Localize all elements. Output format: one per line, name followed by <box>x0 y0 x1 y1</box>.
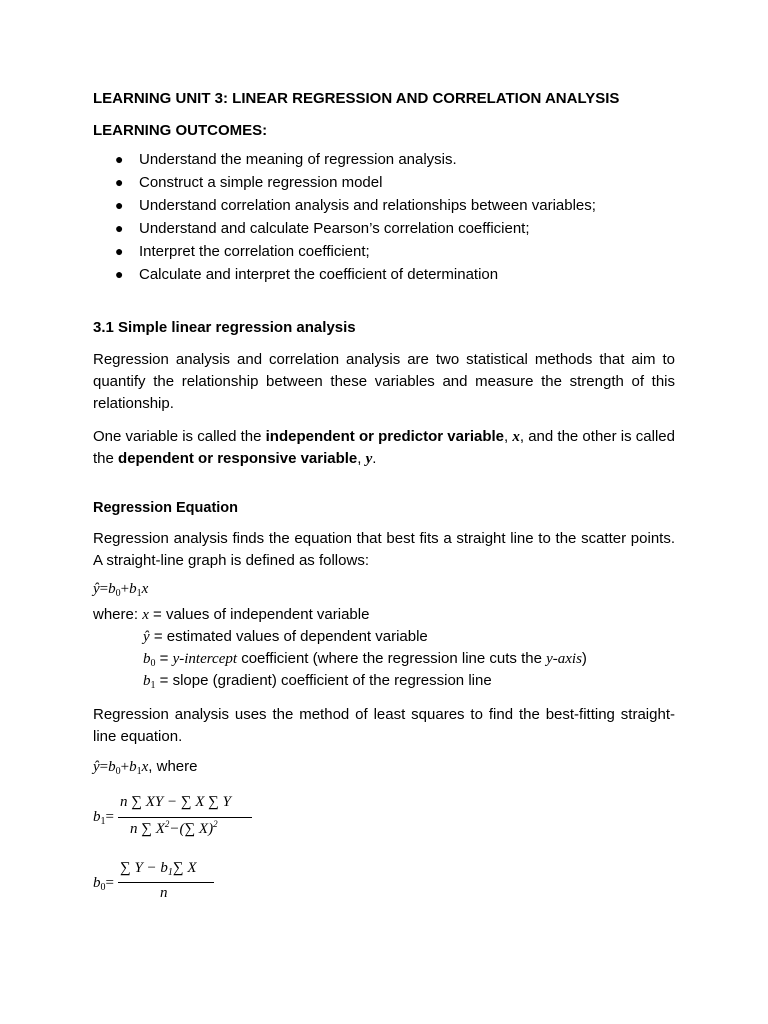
dependent-variable-term: dependent or responsive variable <box>118 450 358 467</box>
definition-x: where: x = values of independent variable <box>93 606 370 623</box>
definition-b1: $b_1$ = slope (gradient) coefficient of the regression line <box>143 672 492 691</box>
document-page: LEARNING UNIT 3: LINEAR REGRESSION AND CORRELATION ANALYSIS LEARNING OUTCOMES: ● Understand the meaning of regression analysis. ● Construct a simple regression model ● Understand correlation analysis and relationships between variables; ● Understand and calculate Pearson’s correlation coefficient; ● Interpret the correlation coefficient; ● Calculate and interpret the coefficient of determination 3.1 Simple linear regression analysis Regression analysis and correlation analysis are two statistical methods that aim to quantify the relationship between these variables and measure the strength of this relationship. One variable is called the independent or predictor variable, x, and the other is called the dependent or responsive variable, y. Regression Equation Regression analysis finds the equation that best fits a straight line to the scatter points. A straight-line graph is defined as follows: $ŷ=b_0+b_1x$ where: x = values of independent variable ŷ = estimated values of dependent variable $b_0$ = y-intercept coefficient (where the regression line cuts the y-axis) $b_1$ = slope (gradient) coefficient of the regression line Regression analysis uses the method of least squares to find the best-fitting straight-line equation. $ŷ=b_0+b_1x$, where $b_1=$ n ∑ XY − ∑ X ∑ Y n ∑ $X^2-(\sum$ X)$^2$ $b_0=$ ∑ $Y - b_1\sum$ X n <box>0 0 768 1024</box>
bullet-icon: ● <box>115 151 124 167</box>
definition-b0: $b_0$ = y-intercept coefficient (where the regression line cuts the y-axis) <box>143 650 587 669</box>
formula-b1-numerator: n ∑ XY − ∑ X ∑ Y <box>120 794 231 810</box>
formula-b1-lhs: $b_1=$ <box>93 809 114 827</box>
paragraph-scatter: Regression analysis finds the equation that best fits a straight line to the scatter points. A straight-line graph is defined as follows: <box>93 530 675 569</box>
formula-b0-lhs: $b_0=$ <box>93 875 114 893</box>
bullet-icon: ● <box>115 174 124 190</box>
paragraph-regression-intro: Regression analysis and correlation analysis are two statistical methods that aim to quantify the relationship between these variables and measure the strength of this relationship. <box>93 351 675 412</box>
independent-variable-term: independent or predictor variable <box>265 428 505 445</box>
section-heading: 3.1 Simple linear regression analysis <box>93 319 356 336</box>
bullet-icon: ● <box>115 243 124 259</box>
outcomes-heading: LEARNING OUTCOMES: <box>93 122 268 139</box>
formula-b1-denominator: n ∑ $X^2-(\sum$ X)$^2$ <box>130 819 218 837</box>
formula-b1-fraction <box>118 794 252 844</box>
definition-yhat: ŷ = estimated values of dependent variable <box>143 628 428 645</box>
equation-line: $ŷ=b_0+b_1x$ <box>93 581 149 599</box>
bullet-icon: ● <box>115 266 124 282</box>
paragraph-least-squares: Regression analysis uses the method of least squares to find the best-fitting straight-line equation. <box>93 706 675 745</box>
fraction-bar <box>118 882 214 883</box>
formula-b0-numerator: ∑ $Y - b_1\sum$ X <box>120 860 197 878</box>
fraction-bar <box>118 817 252 818</box>
unit-title: LEARNING UNIT 3: LINEAR REGRESSION AND CORRELATION ANALYSIS <box>93 90 620 107</box>
equation-line-where: $ŷ=b_0+b_1x$, where <box>93 758 198 777</box>
regression-equation-heading: Regression Equation <box>93 500 239 516</box>
bullet-icon: ● <box>115 197 124 213</box>
bullet-icon: ● <box>115 220 124 236</box>
formula-b0-fraction <box>118 860 214 906</box>
paragraph-variables: One variable is called the independent or predictor variable, x, and the other is called the dependent or responsive variable, y. <box>93 428 675 467</box>
formula-b0-denominator: n <box>160 885 168 901</box>
